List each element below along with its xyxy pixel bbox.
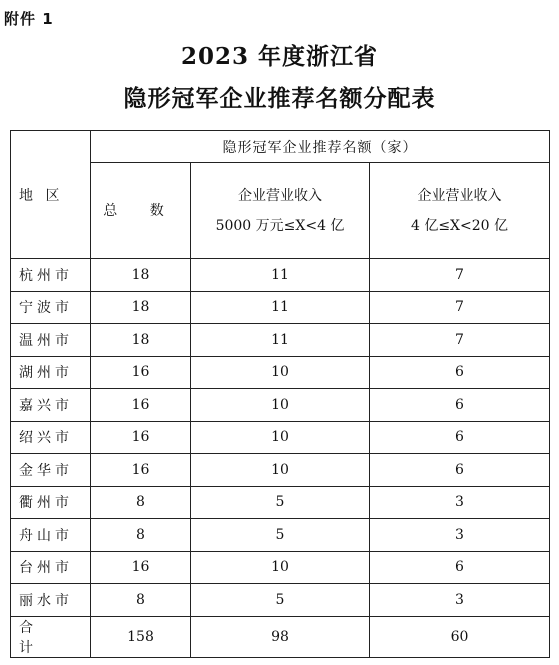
tier1-header-line1: 企业营业收入 (238, 187, 322, 204)
region-cell: 杭州市 (11, 259, 91, 292)
region-cell: 舟山市 (11, 519, 91, 552)
tier2-cell: 3 (370, 486, 550, 519)
region-cell: 绍兴市 (11, 421, 91, 454)
page-subtitle: 隐形冠军企业推荐名额分配表 (123, 85, 436, 112)
tier2-cell: 7 (370, 259, 550, 292)
region-cell: 金华市 (11, 454, 91, 487)
tier1-cell: 10 (191, 356, 370, 389)
tier1-cell: 10 (191, 551, 370, 584)
table-row (11, 551, 550, 584)
total-row-tier1: 98 (191, 616, 370, 657)
tier2-cell: 3 (370, 519, 550, 552)
tier1-cell: 5 (191, 519, 370, 552)
total-cell: 8 (91, 486, 191, 519)
tier1-cell: 5 (191, 584, 370, 617)
tier1-header-line2: 5000 万元≤X<4 亿 (215, 217, 345, 234)
tier2-cell: 6 (370, 421, 550, 454)
region-cell: 宁波市 (11, 291, 91, 324)
table-row (11, 259, 550, 292)
tier1-cell: 5 (191, 486, 370, 519)
table-row (11, 389, 550, 422)
table-row (11, 584, 550, 617)
tier1-cell: 10 (191, 389, 370, 422)
quota-table (10, 130, 550, 658)
region-cell: 台州市 (11, 551, 91, 584)
table-row (11, 421, 550, 454)
total-cell: 18 (91, 259, 191, 292)
tier2-header (370, 163, 550, 259)
tier2-cell: 6 (370, 389, 550, 422)
total-row (11, 616, 550, 657)
tier2-cell: 7 (370, 291, 550, 324)
region-cell: 丽水市 (11, 584, 91, 617)
region-cell: 湖州市 (11, 356, 91, 389)
tier2-cell: 3 (370, 584, 550, 617)
total-row-label: 合 计 (11, 616, 91, 657)
tier1-cell: 10 (191, 421, 370, 454)
total-row-total: 158 (91, 616, 191, 657)
table-row (11, 454, 550, 487)
region-cell: 嘉兴市 (11, 389, 91, 422)
tier2-cell: 6 (370, 356, 550, 389)
group-header: 隐形冠军企业推荐名额（家） (91, 131, 550, 163)
tier1-cell: 11 (191, 259, 370, 292)
tier1-cell: 10 (191, 454, 370, 487)
total-cell: 18 (91, 324, 191, 357)
total-cell: 8 (91, 519, 191, 552)
total-cell: 16 (91, 356, 191, 389)
region-cell: 衢州市 (11, 486, 91, 519)
region-header: 地 区 (11, 131, 91, 259)
tier2-header-line1: 企业营业收入 (417, 187, 502, 204)
total-cell: 18 (91, 291, 191, 324)
tier2-cell: 6 (370, 551, 550, 584)
total-header: 总 数 (91, 163, 191, 259)
tier1-header (191, 163, 370, 259)
total-cell: 16 (91, 454, 191, 487)
tier1-cell: 11 (191, 291, 370, 324)
total-cell: 16 (91, 389, 191, 422)
total-cell: 8 (91, 584, 191, 617)
tier2-cell: 6 (370, 454, 550, 487)
table-row (11, 486, 550, 519)
total-cell: 16 (91, 551, 191, 584)
page-title: 2023 年度浙江省 (180, 43, 379, 70)
attachment-label: 附件 1 (4, 10, 54, 28)
tier2-header-line2: 4 亿≤X<20 亿 (410, 217, 509, 234)
total-cell: 16 (91, 421, 191, 454)
table-row (11, 291, 550, 324)
total-row-tier2: 60 (370, 616, 550, 657)
table-row (11, 519, 550, 552)
table-row (11, 356, 550, 389)
table-body (11, 259, 550, 658)
table-row (11, 324, 550, 357)
tier1-cell: 11 (191, 324, 370, 357)
tier2-cell: 7 (370, 324, 550, 357)
region-cell: 温州市 (11, 324, 91, 357)
